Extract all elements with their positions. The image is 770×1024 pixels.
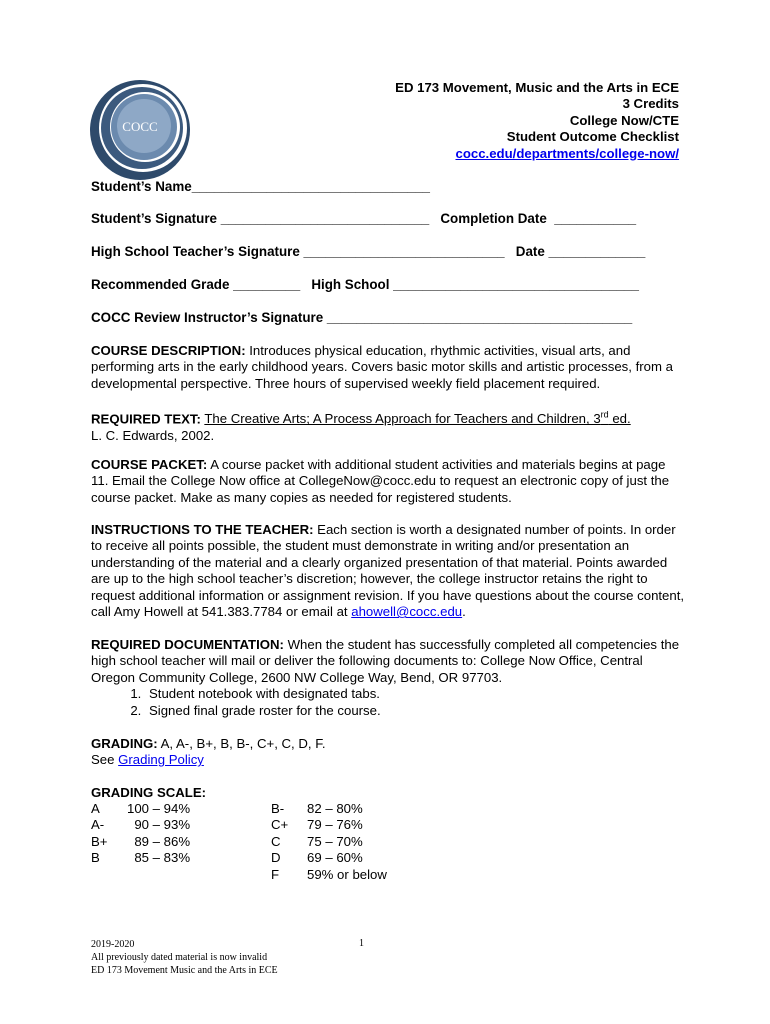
required-text-sup: rd bbox=[600, 410, 609, 420]
grade-school-field[interactable]: Recommended Grade _________ High School _________________________________ bbox=[91, 277, 639, 292]
documentation-text: When the student has successfully completed all competencies the high school teacher will mail or deliver the following documents to: College Now Office, Central Oregon Community College, 2600 NW College Way, Bend, OR 97703. bbox=[91, 637, 680, 685]
student-signature-field[interactable]: Student’s Signature ____________________________ Completion Date ___________ bbox=[91, 211, 637, 226]
grade-letter: B+ bbox=[91, 833, 108, 849]
program-name: College Now/CTE bbox=[569, 112, 679, 128]
grading-text: A, A-, B+, B, B-, C+, C, D, F. bbox=[157, 736, 326, 751]
grade-letter: B bbox=[91, 850, 100, 866]
logo-text: COCC bbox=[122, 119, 158, 134]
table-row bbox=[91, 817, 190, 833]
table-row bbox=[271, 801, 387, 817]
course-packet-text: A course packet with additional student activities and materials begins at page 11. Email the College Now office at CollegeNow@cocc.edu to request an electronic copy of just the course packet. Make as many copies as needed for registered students. bbox=[91, 457, 670, 505]
course-credits: 3 Credits bbox=[622, 96, 679, 112]
course-title: ED 173 Movement, Music and the Arts in ECE bbox=[395, 80, 679, 95]
table-row bbox=[271, 834, 387, 850]
instructions bbox=[91, 522, 686, 620]
grade-letter: D bbox=[271, 850, 281, 866]
required-text-label: REQUIRED TEXT: bbox=[91, 411, 201, 427]
documentation-list bbox=[91, 686, 686, 719]
table-row bbox=[271, 850, 387, 866]
grade-letter: C bbox=[271, 833, 281, 849]
required-text-author: L. C. Edwards, 2002. bbox=[91, 427, 215, 443]
footer-course: ED 173 Movement Music and the Arts in ECE bbox=[91, 965, 278, 976]
course-header bbox=[395, 80, 679, 162]
grade-letter: A bbox=[91, 801, 100, 816]
list-item: 1. Student notebook with designated tabs. bbox=[145, 686, 686, 702]
footer-note: All previously dated material is now invalid bbox=[91, 952, 268, 963]
table-row bbox=[91, 801, 190, 817]
grade-letter: F bbox=[271, 866, 280, 882]
grading-label: GRADING: bbox=[91, 736, 158, 751]
teacher-signature-field[interactable]: High School Teacher’s Signature ___________________________ Date _____________ bbox=[91, 244, 646, 259]
document-title: Student Outcome Checklist bbox=[506, 129, 679, 145]
grading-scale-label: GRADING SCALE: bbox=[91, 785, 207, 800]
list-item: 2. Signed final grade roster for the course. bbox=[145, 703, 686, 719]
grade-letter: B- bbox=[271, 801, 285, 816]
grade-range: 100 – 94% bbox=[127, 801, 191, 816]
grading-see: See bbox=[91, 752, 119, 768]
table-row bbox=[271, 817, 387, 833]
instructions-text: Each section is worth a designated number of points. In order to receive all points possible, the student must demonstrate in writing and/or presentation an understanding of the material and a clearly organized presentation of that material. Points awarded are up to the high school teacher’s discretion; however, the college instructor retains the right to request additional information or assignment revision. If you have questions about the course content, call Amy Howell at 541.383.7784 or email at bbox=[91, 522, 685, 620]
course-description-label: COURSE DESCRIPTION: bbox=[91, 343, 246, 358]
grade-range: 75 – 70% bbox=[307, 833, 363, 849]
footer bbox=[91, 938, 278, 977]
grade-range: 85 – 83% bbox=[127, 850, 191, 866]
grade-letter: A- bbox=[91, 817, 105, 833]
grade-range: 59% or below bbox=[307, 866, 387, 882]
page-number: 1 bbox=[359, 938, 364, 949]
instructor-signature-field[interactable]: COCC Review Instructor’s Signature _________________________________________ bbox=[91, 310, 633, 325]
grade-range: 79 – 76% bbox=[307, 817, 363, 833]
grade-letter: C+ bbox=[271, 817, 289, 833]
grading-scale-title bbox=[91, 785, 686, 801]
required-text-title: The Creative Arts; A Process Approach for Teachers and Children, 3 bbox=[204, 411, 601, 427]
course-description-text: Introduces physical education, rhythmic activities, visual arts, and performing arts in the early childhood years. Covers basic motor skills and artistic processes, from a developmental perspective. Three hours of supervised weekly field placement required. bbox=[91, 343, 673, 391]
documentation-label: REQUIRED DOCUMENTATION: bbox=[91, 637, 284, 652]
grade-range: 69 – 60% bbox=[307, 850, 363, 866]
table-row bbox=[91, 834, 190, 850]
instructions-label: INSTRUCTIONS TO THE TEACHER: bbox=[91, 522, 314, 537]
grading bbox=[91, 736, 686, 769]
table-row bbox=[271, 867, 387, 883]
course-packet bbox=[91, 457, 686, 506]
grade-range: 90 – 93% bbox=[127, 817, 191, 833]
required-text-edition: ed. bbox=[608, 411, 631, 427]
grade-range: 82 – 80% bbox=[307, 801, 363, 816]
grading-policy-link[interactable]: Grading Policy bbox=[118, 752, 204, 768]
required-text bbox=[91, 407, 686, 444]
grading-scale-right bbox=[271, 801, 387, 883]
student-name-field[interactable]: Student’s Name________________________________ bbox=[91, 179, 431, 194]
grading-scale-left bbox=[91, 801, 190, 867]
college-now-link[interactable]: cocc.edu/departments/college-now/ bbox=[455, 145, 679, 161]
instructor-email-link[interactable]: ahowell@cocc.edu bbox=[351, 604, 463, 620]
required-documentation bbox=[91, 637, 686, 719]
table-row bbox=[91, 850, 190, 866]
course-packet-label: COURSE PACKET: bbox=[91, 457, 208, 472]
instructions-end: . bbox=[462, 604, 466, 620]
cocc-logo bbox=[88, 78, 192, 182]
grade-range: 89 – 86% bbox=[127, 833, 191, 849]
footer-year: 2019-2020 bbox=[91, 939, 135, 950]
course-description bbox=[91, 343, 686, 392]
